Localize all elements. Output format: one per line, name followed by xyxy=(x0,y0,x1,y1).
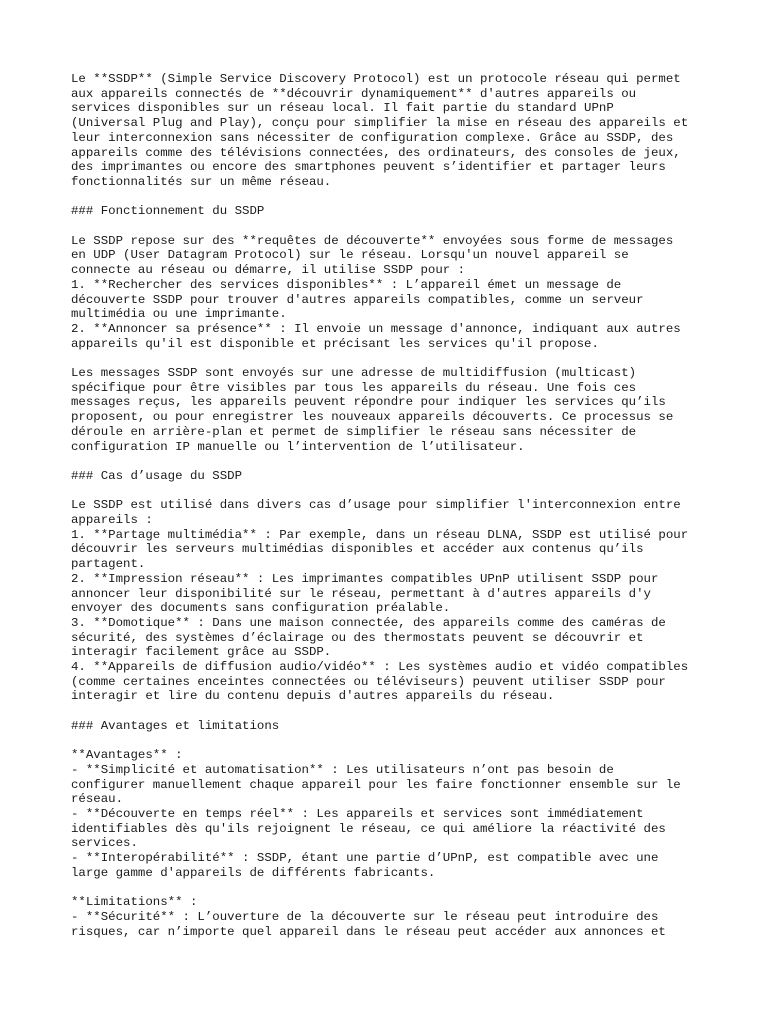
text-line: 4. **Appareils de diffusion audio/vidéo** : Les systèmes audio et vidéo compatibles xyxy=(71,660,689,675)
text-line: ### Avantages et limitations xyxy=(71,718,280,733)
paragraph xyxy=(71,72,731,190)
text-line: - **Interopérabilité** : SSDP, étant une partie d’UPnP, est compatible avec une xyxy=(71,851,659,866)
text-line: aux appareils connectés de **découvrir dynamiquement** d'autres appareils ou xyxy=(71,86,637,101)
text-line: découverte SSDP pour trouver d'autres appareils compatibles, comme un serveur xyxy=(71,292,644,307)
text-line: (comme certaines enceintes connectées ou téléviseurs) peuvent utiliser SSDP pour xyxy=(71,674,666,689)
text-line: risques, car n’importe quel appareil dans le réseau peut accéder aux annonces et xyxy=(71,924,666,939)
paragraph xyxy=(71,719,731,734)
text-line: envoyer des documents sans configuration préalable. xyxy=(71,601,451,616)
text-line: **Limitations** : xyxy=(71,895,198,910)
text-line: leur interconnexion sans nécessiter de configuration complexe. Grâce au SSDP, des xyxy=(71,130,674,145)
text-line: configurer manuellement chaque appareil pour les faire fonctionner ensemble sur le xyxy=(71,777,681,792)
text-line: déroule en arrière-plan et permet de simplifier le réseau sans nécessiter de xyxy=(71,424,637,439)
text-line: large gamme d'appareils de différents fabricants. xyxy=(71,865,436,880)
text-line: (Universal Plug and Play), conçu pour simplifier la mise en réseau des appareils et xyxy=(71,116,689,131)
text-line: fonctionnalités sur un même réseau. xyxy=(71,174,332,189)
text-line: 2. **Annoncer sa présence** : Il envoie un message d'annonce, indiquant aux autres xyxy=(71,321,681,336)
text-line: - **Découverte en temps réel** : Les appareils et services sont immédiatement xyxy=(71,807,644,822)
text-line: **Avantages** : xyxy=(71,748,183,763)
text-line: Le **SSDP** (Simple Service Discovery Protocol) est un protocole réseau qui permet xyxy=(71,72,681,86)
text-line: Le SSDP est utilisé dans divers cas d’usage pour simplifier l'interconnexion entre xyxy=(71,498,681,513)
text-line: identifiables dès qu'ils rejoignent le réseau, ce qui améliore la réactivité des xyxy=(71,821,666,836)
text-line: services. xyxy=(71,836,138,851)
document-page xyxy=(71,72,731,954)
text-line: 1. **Rechercher des services disponibles** : L’appareil émet un message de xyxy=(71,277,622,292)
text-line: spécifique pour être visibles par tous les appareils du réseau. Une fois ces xyxy=(71,380,637,395)
text-line: réseau. xyxy=(71,792,124,807)
text-line: 1. **Partage multimédia** : Par exemple, dans un réseau DLNA, SSDP est utilisé pour xyxy=(71,527,689,542)
text-line: Les messages SSDP sont envoyés sur une adresse de multidiffusion (multicast) xyxy=(71,366,637,381)
text-line: en UDP (User Datagram Protocol) sur le réseau. Lorsqu'un nouvel appareil se xyxy=(71,248,629,263)
text-line: 2. **Impression réseau** : Les imprimantes compatibles UPnP utilisent SSDP pour xyxy=(71,571,659,586)
text-line: appareils : xyxy=(71,513,153,528)
text-line: messages reçus, les appareils peuvent répondre pour indiquer les services qu’ils xyxy=(71,395,666,410)
paragraph xyxy=(71,366,731,454)
text-line: - **Sécurité** : L’ouverture de la découverte sur le réseau peut introduire des xyxy=(71,909,659,924)
text-line: interagir facilement grâce au SSDP. xyxy=(71,645,332,660)
text-line: appareils qu'il est disponible et précisant les services qu'il propose. xyxy=(71,336,599,351)
text-line: proposent, ou pour enregistrer les nouveaux appareils découverts. Ce processus se xyxy=(71,410,674,425)
text-line: ### Fonctionnement du SSDP xyxy=(71,204,265,219)
paragraph xyxy=(71,469,731,484)
text-line: connecte au réseau ou démarre, il utilise SSDP pour : xyxy=(71,263,466,278)
text-line: ### Cas d’usage du SSDP xyxy=(71,468,243,483)
paragraph xyxy=(71,498,731,704)
text-line: partagent. xyxy=(71,557,146,572)
text-line: interagir et lire du contenu depuis d'autres appareils du réseau. xyxy=(71,689,555,704)
text-line: découvrir les serveurs multimédias disponibles et accéder aux contenus qu’ils xyxy=(71,542,644,557)
text-line: appareils comme des télévisions connectées, des ordinateurs, des consoles de jeux, xyxy=(71,145,681,160)
text-line: configuration IP manuelle ou l’intervention de l’utilisateur. xyxy=(71,439,525,454)
text-line: services disponibles sur un réseau local. Il fait partie du standard UPnP xyxy=(71,101,614,116)
text-line: - **Simplicité et automatisation** : Les utilisateurs n’ont pas besoin de xyxy=(71,762,614,777)
paragraph xyxy=(71,204,731,219)
paragraph xyxy=(71,748,731,880)
text-line: 3. **Domotique** : Dans une maison connectée, des appareils comme des caméras de xyxy=(71,615,666,630)
paragraph xyxy=(71,895,731,939)
text-line: Le SSDP repose sur des **requêtes de découverte** envoyées sous forme de messages xyxy=(71,233,674,248)
text-line: sécurité, des systèmes d’éclairage ou des thermostats peuvent se découvrir et xyxy=(71,630,644,645)
text-line: annoncer leur disponibilité sur le réseau, permettant à d'autres appareils d'y xyxy=(71,586,651,601)
paragraph xyxy=(71,234,731,352)
text-line: des imprimantes ou encore des smartphones peuvent s’identifier et partager leurs xyxy=(71,160,666,175)
text-line: multimédia ou une imprimante. xyxy=(71,307,287,322)
